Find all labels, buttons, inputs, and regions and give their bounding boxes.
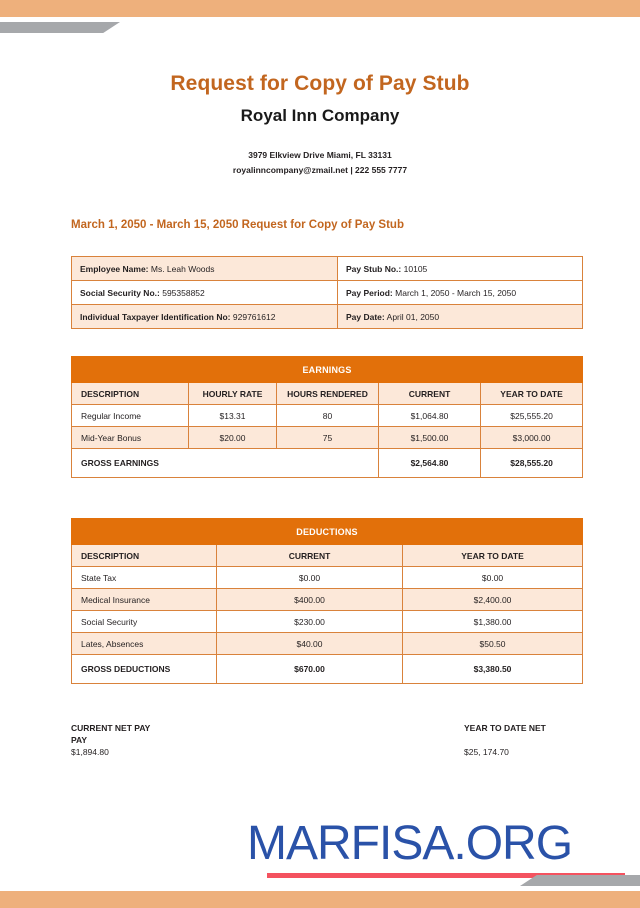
- table-row: [72, 567, 583, 589]
- top-gray-accent-shape: [0, 22, 120, 33]
- year-to-date-net-label: YEAR TO DATE NET: [464, 723, 546, 733]
- current-net-pay-label: CURRENT NET PAY: [71, 723, 151, 733]
- deductions-row-year-to-date: $50.50: [403, 633, 583, 655]
- deductions-column-header-row: [72, 545, 583, 567]
- net-pay-line-2: [71, 735, 582, 747]
- earnings-section-header: [72, 357, 583, 383]
- current-net-pay-value: $1,894.80: [71, 747, 109, 757]
- company-name: Royal Inn Company: [240, 106, 400, 125]
- earnings-row-description: Mid-Year Bonus: [72, 427, 189, 449]
- ssn-label: Social Security No.:: [80, 287, 160, 298]
- pay-period-cell: [338, 281, 583, 305]
- deductions-row-description: State Tax: [72, 567, 217, 589]
- year-to-date-net-value: $25, 174.70: [464, 747, 509, 757]
- table-row: [72, 611, 583, 633]
- gross-earnings-year-to-date: $28,555.20: [481, 449, 583, 478]
- earnings-row-year-to-date: $25,555.20: [481, 405, 583, 427]
- earnings-row-hourly-rate: $20.00: [189, 427, 277, 449]
- pay-period-value: March 1, 2050 - March 15, 2050: [395, 287, 517, 298]
- pay-stub-no-cell: [338, 257, 583, 281]
- table-row: [72, 633, 583, 655]
- deductions-row-current: $230.00: [217, 611, 403, 633]
- earnings-col-description: DESCRIPTION: [72, 383, 189, 405]
- table-row: [72, 281, 583, 305]
- ssn-value: 595358852: [162, 287, 205, 298]
- pay-date-value: April 01, 2050: [386, 311, 440, 322]
- employee-name-label: Employee Name:: [80, 263, 149, 274]
- earnings-row-hours-rendered: 75: [277, 427, 379, 449]
- itin-value: 929761612: [232, 311, 276, 322]
- deductions-row-year-to-date: $1,380.00: [403, 611, 583, 633]
- earnings-col-current: CURRENT: [379, 383, 481, 405]
- watermark: [247, 818, 627, 870]
- earnings-row-current: $1,064.80: [379, 405, 481, 427]
- earnings-table: [71, 356, 583, 478]
- gross-earnings-row: [72, 449, 583, 478]
- pay-date-label: Pay Date:: [346, 311, 385, 322]
- page-title: Request for Copy of Pay Stub: [170, 72, 470, 95]
- gross-deductions-year-to-date: $3,380.50: [403, 655, 583, 684]
- gross-earnings-current: $2,564.80: [379, 449, 481, 478]
- deductions-table: [71, 518, 583, 684]
- earnings-row-current: $1,500.00: [379, 427, 481, 449]
- earnings-row-description: Regular Income: [72, 405, 189, 427]
- deductions-col-description: DESCRIPTION: [72, 545, 217, 567]
- pay-period-label: Pay Period:: [346, 287, 393, 298]
- earnings-section-title: EARNINGS: [72, 357, 583, 383]
- earnings-col-hourly-rate: HOURLY RATE: [189, 383, 277, 405]
- deductions-row-description: Lates, Absences: [72, 633, 217, 655]
- earnings-row-hourly-rate: $13.31: [189, 405, 277, 427]
- table-row: [72, 405, 583, 427]
- current-net-pay-label-continued: PAY: [71, 735, 88, 745]
- company-contact: royalinncompany@zmail.net | 222 555 7777: [232, 165, 408, 175]
- deductions-row-description: Medical Insurance: [72, 589, 217, 611]
- table-row: [72, 589, 583, 611]
- net-pay-line-1: [71, 723, 582, 735]
- net-pay-summary: [71, 723, 582, 759]
- earnings-col-year-to-date: YEAR TO DATE: [481, 383, 583, 405]
- deductions-section-title: DEDUCTIONS: [72, 519, 583, 545]
- earnings-row-hours-rendered: 80: [277, 405, 379, 427]
- top-orange-band: [0, 0, 640, 17]
- earnings-column-header-row: [72, 383, 583, 405]
- deductions-row-year-to-date: $0.00: [403, 567, 583, 589]
- employee-info-table: [71, 256, 583, 329]
- itin-cell: [72, 305, 338, 329]
- earnings-row-year-to-date: $3,000.00: [481, 427, 583, 449]
- employee-name-cell: [72, 257, 338, 281]
- pay-period-heading: March 1, 2050 - March 15, 2050 Request for Copy of Pay Stub: [71, 219, 404, 231]
- deductions-section-header: [72, 519, 583, 545]
- gross-earnings-label: GROSS EARNINGS: [72, 449, 379, 478]
- pay-stub-no-label: Pay Stub No.:: [346, 263, 402, 274]
- gross-deductions-row: [72, 655, 583, 684]
- pay-stub-no-value: 10105: [403, 263, 428, 274]
- table-row: [72, 257, 583, 281]
- deductions-row-year-to-date: $2,400.00: [403, 589, 583, 611]
- deductions-row-current: $400.00: [217, 589, 403, 611]
- deductions-row-current: $40.00: [217, 633, 403, 655]
- net-pay-line-3: [71, 747, 582, 759]
- pay-date-cell: [338, 305, 583, 329]
- gross-deductions-label: GROSS DEDUCTIONS: [72, 655, 217, 684]
- earnings-col-hours-rendered: HOURS RENDERED: [277, 383, 379, 405]
- deductions-row-current: $0.00: [217, 567, 403, 589]
- employee-name-value: Ms. Leah Woods: [150, 263, 215, 274]
- ssn-cell: [72, 281, 338, 305]
- bottom-gray-accent-shape: [520, 875, 640, 886]
- itin-label: Individual Taxpayer Identification No:: [80, 311, 231, 322]
- table-row: [72, 305, 583, 329]
- company-address: 3979 Elkview Drive Miami, FL 33131: [248, 150, 392, 160]
- deductions-col-year-to-date: YEAR TO DATE: [403, 545, 583, 567]
- watermark-text: MARFISA.ORG: [247, 817, 573, 870]
- deductions-row-description: Social Security: [72, 611, 217, 633]
- document-header: [0, 72, 640, 178]
- gross-deductions-current: $670.00: [217, 655, 403, 684]
- table-row: [72, 427, 583, 449]
- bottom-orange-band: [0, 891, 640, 908]
- deductions-col-current: CURRENT: [217, 545, 403, 567]
